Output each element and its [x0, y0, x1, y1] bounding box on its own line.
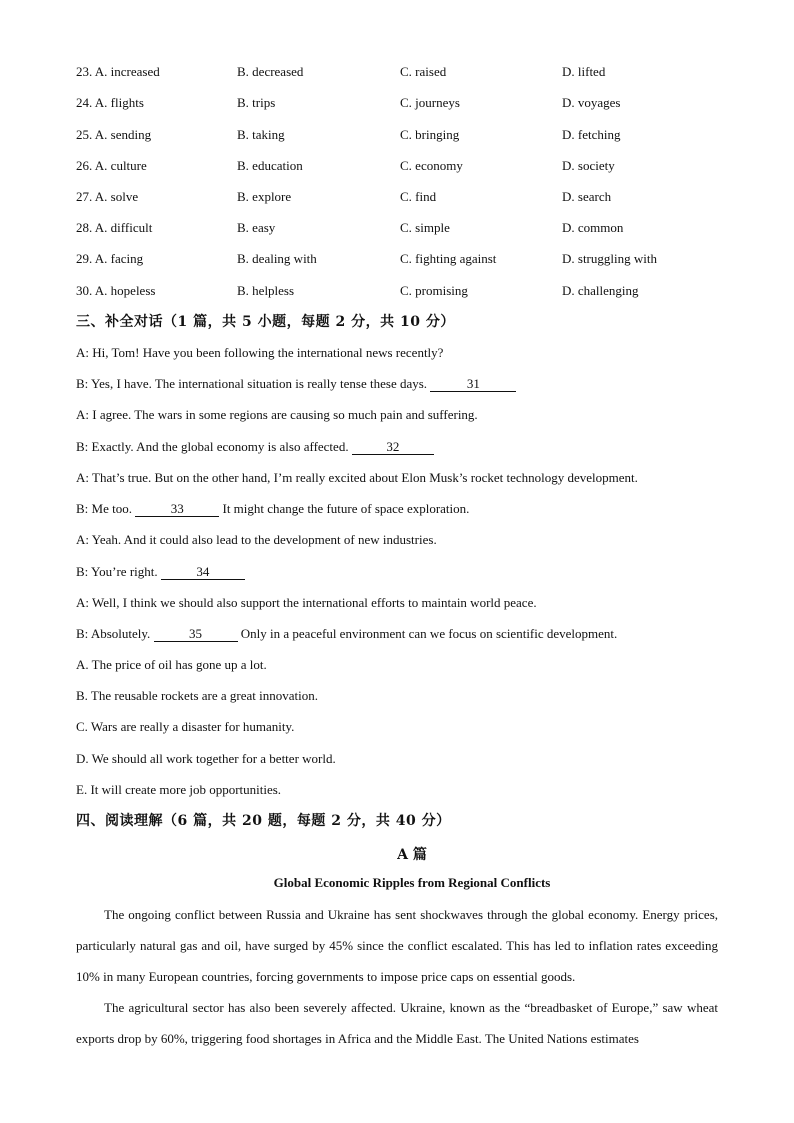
paragraph-text: The ongoing conflict between Russia and Ukraine has sent shockwaves through the global economy. Energy prices, particularly natural gas and oil, have surged by 45% since the conflict escalated. This has led to inflation rates exceeding 10% in many European countries, forcing governments to impose price caps on essential goods.	[76, 907, 718, 984]
dialogue-text: B: Yes, I have. The international situation is really tense these days.	[76, 376, 431, 391]
dialogue-text: It might change the future of space exploration.	[219, 501, 470, 516]
dialogue-line	[76, 626, 617, 642]
dialogue-line	[76, 376, 516, 392]
option-a: 25. A. sending	[76, 127, 152, 142]
option-c: C. find	[400, 189, 437, 204]
dialogue-line	[76, 345, 443, 361]
dialogue-line	[76, 407, 478, 423]
section-heading-dialogue: 三、补全对话（1 篇，共 5 小题，每题 2 分，共 10 分）	[76, 314, 455, 330]
option-c: C. fighting against	[400, 251, 497, 266]
choice-item: C. Wars are really a disaster for humanity.	[76, 719, 295, 734]
option-c: C. bringing	[400, 127, 460, 142]
option-d: D. common	[562, 220, 624, 235]
option-d: D. search	[562, 189, 612, 204]
passage-label: A 篇	[397, 847, 427, 863]
choice-item: B. The reusable rockets are a great innovation.	[76, 688, 318, 703]
dialogue-text: Only in a peaceful environment can we focus on scientific development.	[237, 626, 618, 641]
option-a: 23. A. increased	[76, 64, 160, 79]
option-b: B. education	[237, 158, 303, 173]
option-a: 30. A. hopeless	[76, 283, 156, 298]
choice-item: D. We should all work together for a better world.	[76, 751, 336, 766]
dialogue-text: B: Me too.	[76, 501, 136, 516]
answer-blank-31[interactable]: 31	[430, 377, 516, 392]
answer-blank-33[interactable]: 33	[135, 502, 219, 517]
choice-item: E. It will create more job opportunities.	[76, 782, 282, 797]
section-heading-reading: 四、阅读理解（6 篇，共 20 题，每题 2 分，共 40 分）	[76, 813, 451, 829]
option-c: C. promising	[400, 283, 468, 298]
article-title: Global Economic Ripples from Regional Conflicts	[273, 875, 551, 890]
dialogue-text: A: Hi, Tom! Have you been following the international news recently?	[76, 345, 444, 360]
dialogue-line	[76, 501, 469, 517]
option-d: D. fetching	[562, 127, 621, 142]
dialogue-text: A: That’s true. But on the other hand, I’m really excited about Elon Musk’s rocket technology development.	[76, 470, 638, 485]
option-d: D. voyages	[562, 95, 621, 110]
option-d: D. society	[562, 158, 615, 173]
dialogue-line	[76, 470, 638, 486]
option-b: B. explore	[237, 189, 292, 204]
option-c: C. economy	[400, 158, 463, 173]
dialogue-line	[76, 439, 434, 455]
answer-blank-35[interactable]: 35	[154, 627, 238, 642]
paragraph	[76, 899, 718, 992]
answer-blank-34[interactable]: 34	[161, 565, 245, 580]
option-d: D. lifted	[562, 64, 606, 79]
dialogue-line	[76, 532, 437, 548]
dialogue-text: A: Yeah. And it could also lead to the development of new industries.	[76, 532, 437, 547]
option-a: 27. A. solve	[76, 189, 139, 204]
option-c: C. journeys	[400, 95, 460, 110]
option-c: C. raised	[400, 64, 447, 79]
dialogue-line	[76, 595, 537, 611]
paragraph-text: The agricultural sector has also been severely affected. Ukraine, known as the “breadbasket of Europe,” saw wheat exports drop by 60%, triggering food shortages in Africa and the Middle East. The United Nations estimates	[76, 1000, 718, 1046]
option-d: D. challenging	[562, 283, 639, 298]
dialogue-text: B: You’re right.	[76, 564, 161, 579]
option-a: 26. A. culture	[76, 158, 147, 173]
option-b: B. helpless	[237, 283, 295, 298]
option-b: B. decreased	[237, 64, 304, 79]
option-c: C. simple	[400, 220, 450, 235]
dialogue-text: A: I agree. The wars in some regions are causing so much pain and suffering.	[76, 407, 478, 422]
option-a: 24. A. flights	[76, 95, 144, 110]
dialogue-text: A: Well, I think we should also support the international efforts to maintain world peace.	[76, 595, 537, 610]
paragraph	[76, 992, 718, 1054]
option-b: B. easy	[237, 220, 276, 235]
dialogue-text: B: Exactly. And the global economy is also affected.	[76, 439, 352, 454]
option-b: B. taking	[237, 127, 285, 142]
option-b: B. trips	[237, 95, 276, 110]
option-a: 28. A. difficult	[76, 220, 153, 235]
answer-blank-32[interactable]: 32	[352, 440, 434, 455]
dialogue-line	[76, 564, 245, 580]
choice-item: A. The price of oil has gone up a lot.	[76, 657, 267, 672]
dialogue-text: B: Absolutely.	[76, 626, 154, 641]
option-a: 29. A. facing	[76, 251, 144, 266]
option-b: B. dealing with	[237, 251, 317, 266]
option-d: D. struggling with	[562, 251, 657, 266]
